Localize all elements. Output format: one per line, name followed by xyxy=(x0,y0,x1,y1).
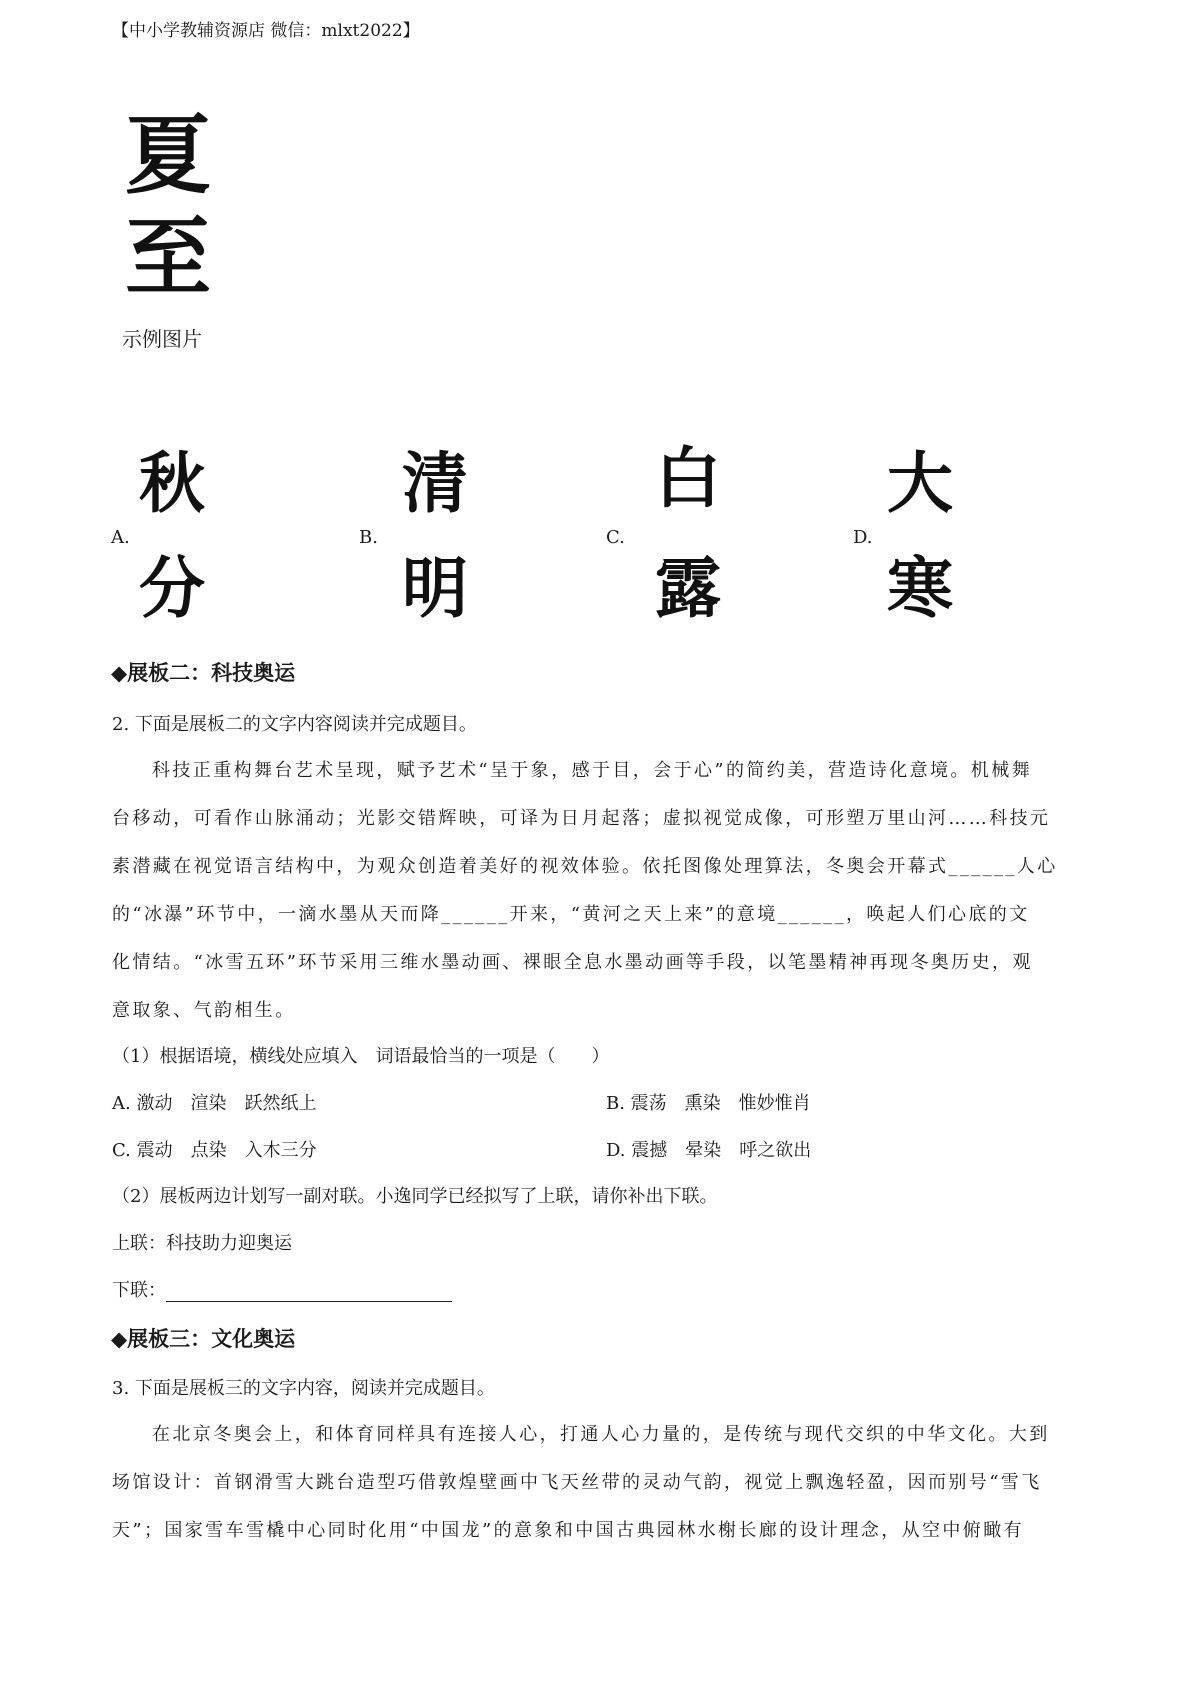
option-label: C. xyxy=(606,527,625,548)
paragraph-line: 的“冰瀑”环节中，一滴水墨从天而降______开来，“黄河之天上来”的意境______，唤起人们心底的文 xyxy=(112,904,1030,925)
choice-b[interactable]: B. 震荡 熏染 惟妙惟肖 xyxy=(606,1093,811,1114)
option-label: B. xyxy=(359,527,378,548)
paragraph-line: 在北京冬奥会上，和体育同样具有连接人心，打通人心力量的，是传统与现代交织的中华文化。大到 xyxy=(152,1424,1050,1445)
example-char-1: 夏 xyxy=(125,105,211,206)
example-caption: 示例图片 xyxy=(122,327,202,351)
option-d-char-2: 寒 xyxy=(887,549,953,627)
paragraph-line: 科技正重构舞台艺术呈现，赋予艺术“呈于象，感于目，会于心”的简约美，营造诗化意境。机械舞 xyxy=(152,760,1032,781)
question-intro: 3. 下面是展板三的文字内容，阅读并完成题目。 xyxy=(112,1378,495,1399)
sub-question-1: （1）根据语境，横线处应填入 词语最恰当的一项是（ ） xyxy=(112,1046,610,1067)
paragraph-line: 天”；国家雪车雪橇中心同时化用“中国龙”的意象和中国古典园林水榭长廊的设计理念，从空中俯瞰有 xyxy=(112,1520,1025,1541)
paragraph-line: 台移动，可看作山脉涌动；光影交错辉映，可译为日月起落；虚拟视觉成像，可形塑万里山河……科技元 xyxy=(112,808,1051,829)
option-b-char-1: 清 xyxy=(402,444,468,522)
watermark-header: 【中小学教辅资源店 微信：mlxt2022】 xyxy=(112,21,420,41)
section-title: ◆展板二：科技奥运 xyxy=(111,661,296,685)
example-char-2: 至 xyxy=(125,207,211,308)
paragraph-line: 素潜藏在视觉语言结构中，为观众创造着美好的视效体验。依托图像处理算法，冬奥会开幕式______人心 xyxy=(112,856,1058,877)
option-b-char-2: 明 xyxy=(402,549,468,627)
option-c-char-2: 露 xyxy=(655,549,721,627)
couplet-lower-label: 下联： xyxy=(112,1280,166,1301)
couplet-lower xyxy=(112,1276,452,1302)
couplet-upper: 上联：科技助力迎奥运 xyxy=(112,1233,292,1254)
choice-a[interactable]: A. 激动 渲染 跃然纸上 xyxy=(112,1093,317,1114)
paragraph-line: 场馆设计：首钢滑雪大跳台造型巧借敦煌壁画中飞天丝带的灵动气韵，视觉上飘逸轻盈，因而别号“雪飞 xyxy=(112,1472,1042,1493)
option-label: A. xyxy=(111,527,130,548)
option-c-char-1: 白 xyxy=(655,439,721,517)
sub-question-2: （2）展板两边计划写一副对联。小逸同学已经拟写了上联，请你补出下联。 xyxy=(112,1186,718,1207)
paragraph-line: 化情结。“冰雪五环”环节采用三维水墨动画、裸眼全息水墨动画等手段，以笔墨精神再现冬奥历史，观 xyxy=(112,952,1033,973)
option-label: D. xyxy=(853,527,873,548)
choice-d[interactable]: D. 震撼 晕染 呼之欲出 xyxy=(606,1140,812,1161)
answer-blank[interactable] xyxy=(166,1281,452,1302)
option-a-char-1: 秋 xyxy=(139,444,205,522)
paragraph-line: 意取象、气韵相生。 xyxy=(112,1000,296,1021)
section-title: ◆展板三：文化奥运 xyxy=(111,1327,296,1351)
choice-c[interactable]: C. 震动 点染 入木三分 xyxy=(112,1140,317,1161)
option-d-char-1: 大 xyxy=(887,444,953,522)
option-a-char-2: 分 xyxy=(139,549,205,627)
question-intro: 2. 下面是展板二的文字内容阅读并完成题目。 xyxy=(112,714,477,735)
